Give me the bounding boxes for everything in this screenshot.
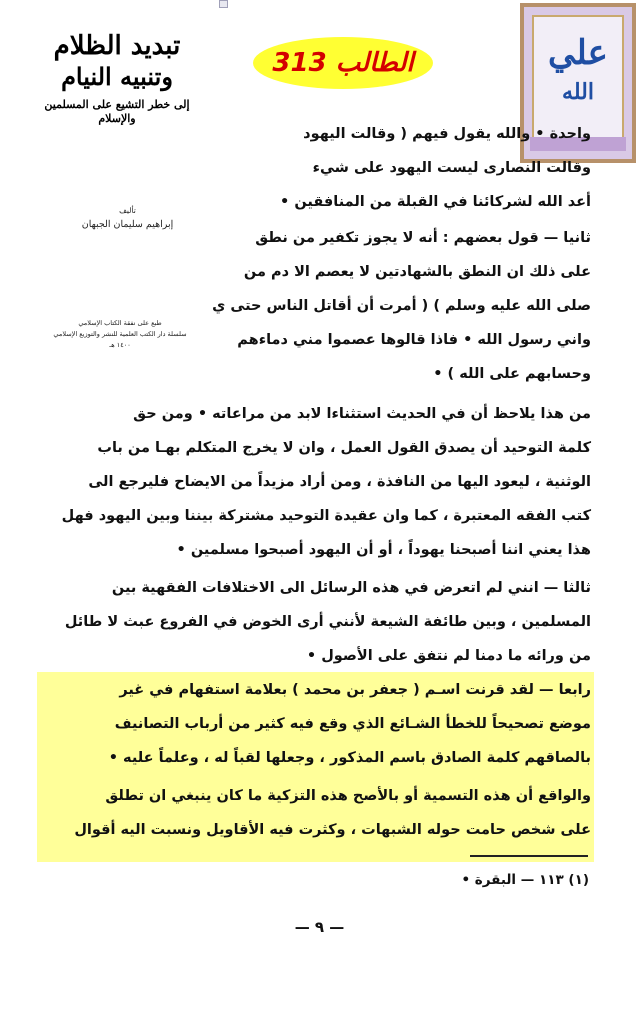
publisher-line1: طبع على نفقة الكتاب الإسلامي bbox=[78, 319, 162, 327]
book-title-block bbox=[32, 30, 202, 126]
text-line: كتب الفقه المعتبرة ، كما وان عقيدة التوحيد مشتركة بيننا وبين اليهود فهل bbox=[61, 508, 591, 524]
artwork-glyph-top: علي bbox=[548, 33, 608, 73]
page-number: — ٩ — bbox=[294, 918, 345, 936]
text-line: بالصاقهم كلمة الصادق باسم المذكور ، وجعلها لقباً له ، وعلماً عليه • bbox=[108, 750, 591, 766]
text-line: رابعا — لقد قرنت اسـم ( جعفر بن محمد ) بعلامة استفهام في غير bbox=[119, 682, 591, 698]
text-line: على شخص حامت حوله الشبهات ، وكثرت فيه الأقاويل ونسبت اليه أقوال bbox=[74, 822, 591, 838]
author-block bbox=[55, 205, 200, 233]
text-line: هذا يعني اننا أصبحنا يهوداً ، أو أن اليهود أصبحوا مسلمين • bbox=[176, 542, 591, 558]
paragraph-1 bbox=[230, 118, 591, 208]
artwork-glyph-bottom: الله bbox=[562, 79, 594, 105]
footnote-rule bbox=[470, 855, 588, 857]
student-badge bbox=[253, 37, 433, 89]
text-line: كلمة التوحيد أن يصدق القول العمل ، وان لا يخرج المتكلم بهـا من باب bbox=[97, 440, 591, 456]
text-line: وحسابهم على الله ) • bbox=[433, 366, 591, 382]
text-line: موضع تصحيحاً للخطأ الشـائع الذي وقع فيه كثير من أرباب التصانيف bbox=[114, 716, 591, 732]
publisher-block bbox=[30, 318, 210, 351]
text-line: المسلمين ، وبين طائفة الشيعة لأنني أرى الخوض في الفروع عبث لا طائل bbox=[64, 614, 591, 630]
text-line: واحدة • والله يقول فيهم ( وقالت اليهود bbox=[303, 126, 591, 142]
text-line: صلى الله عليه وسلم ) ( أمرت أن أقاتل الناس حتى ي bbox=[212, 298, 591, 314]
document-icon bbox=[219, 0, 228, 8]
publisher-line3: ١٤٠٠ هـ bbox=[109, 341, 131, 349]
paragraph-3 bbox=[36, 398, 591, 568]
text-line: على ذلك ان النطق بالشهادتين لا يعصم الا دم من bbox=[243, 264, 591, 280]
text-line: الوثنية ، ليعود اليها من النافذة ، ومن أراد مزيداً من الايضاح فليرجع الى bbox=[88, 474, 591, 490]
paragraph-5 bbox=[40, 676, 591, 776]
paragraph-6 bbox=[40, 782, 591, 852]
badge-text: الطالب 313 bbox=[272, 48, 414, 78]
text-line: واني رسول الله • فاذا قالوها عصموا مني دماءهم bbox=[237, 332, 591, 348]
book-title-line1: تبديد الظلام bbox=[53, 31, 181, 61]
publisher-line2: سلسلة دار الكتب العلمية للنشر والتوزيع الإسلامي bbox=[53, 330, 187, 338]
footnote: (١) ١١٣ — البقرة • bbox=[461, 872, 589, 888]
book-subtitle: إلى خطر التشيع على المسلمين والإسلام bbox=[44, 98, 190, 125]
text-line: ثانيا — قول بعضهم : أنه لا يجوز تكفير من نطق bbox=[255, 230, 591, 246]
text-line: وقالت النصارى ليست اليهود على شيء bbox=[312, 160, 591, 176]
text-line: والواقع أن هذه التسمية أو بالأصح هذه التزكية ما كان ينبغي ان تطلق bbox=[105, 788, 591, 804]
paragraph-4 bbox=[36, 572, 591, 672]
text-line: أعد الله لشركائنا في القبلة من المنافقين • bbox=[280, 194, 591, 210]
author-label: تأليف bbox=[119, 206, 136, 215]
paragraph-2 bbox=[212, 222, 591, 392]
text-line: من ورائه ما دمنا لم نتفق على الأصول • bbox=[306, 648, 591, 664]
author-name: إبراهيم سليمان الجبهان bbox=[81, 219, 174, 230]
text-line: ثالثا — انني لم اتعرض في هذه الرسائل الى الاختلافات الفقهية بين bbox=[111, 580, 591, 596]
book-title-line2: وتنبيه النيام bbox=[61, 62, 173, 91]
text-line: من هذا يلاحظ أن في الحديث استثناءا لابد من مراعاته • ومن حق bbox=[133, 406, 591, 422]
